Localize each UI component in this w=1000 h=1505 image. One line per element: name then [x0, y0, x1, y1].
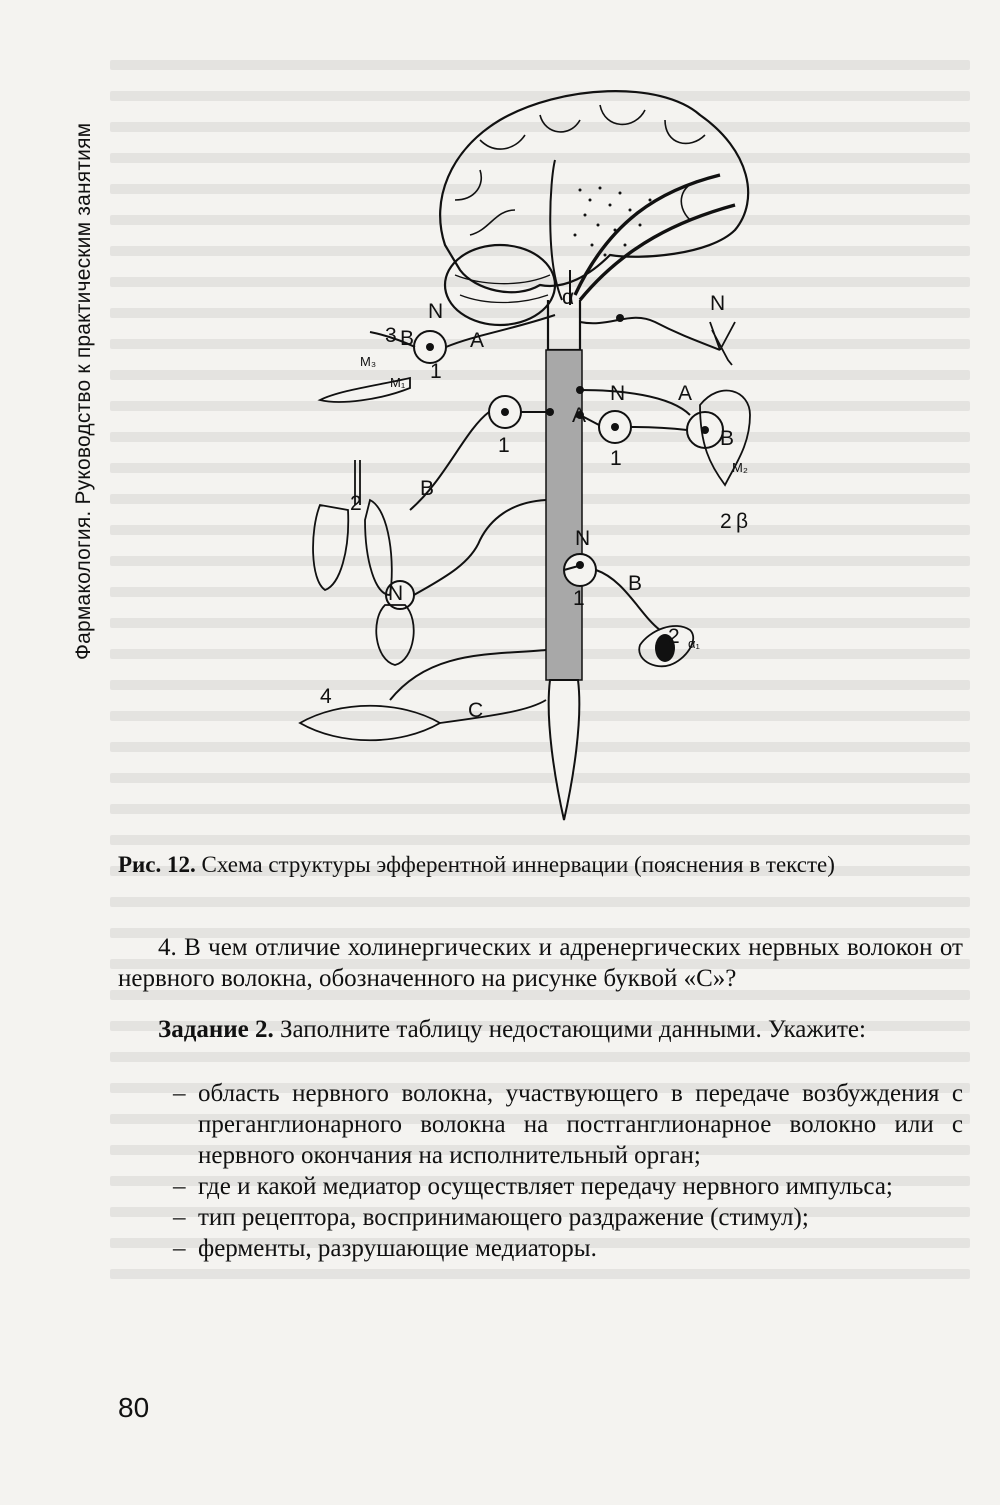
- label-4: 4: [320, 685, 332, 708]
- dash: –: [173, 1204, 186, 1231]
- label-N-adrenal: N: [388, 582, 404, 605]
- label-M2: M₂: [732, 460, 748, 475]
- lung-left: [313, 505, 348, 590]
- list-item-text: где и какой медиатор осуществляет передачу нервного импульса;: [198, 1173, 893, 1200]
- lung-right: [365, 500, 392, 595]
- label-C: C: [468, 699, 484, 722]
- list-item: [118, 1171, 963, 1202]
- list-item-text: тип рецептора, воспринимающего раздражение (стимул);: [198, 1204, 809, 1231]
- label-N-mid: N: [610, 382, 626, 405]
- task-list: [118, 1078, 963, 1264]
- task-2-label: Задание 2.: [158, 1016, 274, 1043]
- label-A-left: A: [470, 329, 485, 352]
- intestine: [300, 706, 440, 741]
- list-item-text: область нервного волокна, участвующего в передаче возбуждения с преганглионарного волокна на постганглионарное волокно или с нервного окончания на исполнительный орган;: [198, 1080, 963, 1169]
- label-beta: β: [736, 510, 749, 533]
- label-B-left: B: [400, 327, 415, 350]
- caption-label: Рис. 12.: [118, 852, 196, 877]
- running-head: Фармакология. Руководство к практическим занятиям: [72, 122, 95, 660]
- label-N-left: N: [428, 300, 444, 323]
- list-item: [118, 1233, 963, 1264]
- page-number: 80: [118, 1392, 150, 1423]
- dash: –: [173, 1080, 186, 1107]
- list-item-text: ферменты, разрушающие медиаторы.: [198, 1235, 597, 1262]
- label-1-lower: 1: [573, 587, 585, 610]
- label-2-lung: 2: [350, 492, 362, 515]
- efferent-innervation-figure: [280, 60, 780, 830]
- vessel-top-right: [710, 322, 735, 365]
- task-2: [118, 1014, 963, 1045]
- label-M3: M₃: [360, 354, 377, 369]
- label-N-lower: N: [575, 527, 591, 550]
- label-2-alpha: 2: [668, 625, 680, 648]
- label-B-lung: B: [420, 477, 435, 500]
- label-B-lower: B: [628, 572, 643, 595]
- label-A-mid: A: [572, 404, 587, 427]
- ganglion-lower: [564, 554, 596, 586]
- label-1-mid-left: 1: [498, 434, 510, 457]
- figure-caption: [118, 852, 958, 878]
- label-1-left: 1: [430, 360, 442, 383]
- cauda: [549, 680, 580, 820]
- dash: –: [173, 1173, 186, 1200]
- dash: –: [173, 1235, 186, 1262]
- label-B-heart: B: [720, 427, 735, 450]
- innervation-diagram: [280, 60, 780, 830]
- label-A-right: A: [678, 382, 693, 405]
- spinal-cord: [546, 350, 582, 680]
- label-alpha1: α₁: [688, 636, 700, 651]
- task-2-text: Заполните таблицу недостающими данными. Укажите:: [273, 1016, 866, 1043]
- label-alpha-top: α: [562, 286, 575, 309]
- label-N-right: N: [710, 292, 726, 315]
- label-M1: M₁: [390, 375, 406, 390]
- list-item: [118, 1202, 963, 1233]
- caption-text: Схема структуры эфферентной иннервации (пояснения в тексте): [195, 852, 835, 877]
- label-2-beta: 2: [720, 510, 732, 533]
- list-item: [118, 1078, 963, 1171]
- adrenal-kidney: [376, 605, 413, 665]
- fibre-C: [440, 700, 546, 723]
- question-4: 4. В чем отличие холинергических и адренергических нервных волокон от нервного волокна, обозначенного на рисунке буквой «С»?: [118, 934, 963, 992]
- label-3: 3: [385, 324, 397, 347]
- label-1-mid: 1: [610, 447, 622, 470]
